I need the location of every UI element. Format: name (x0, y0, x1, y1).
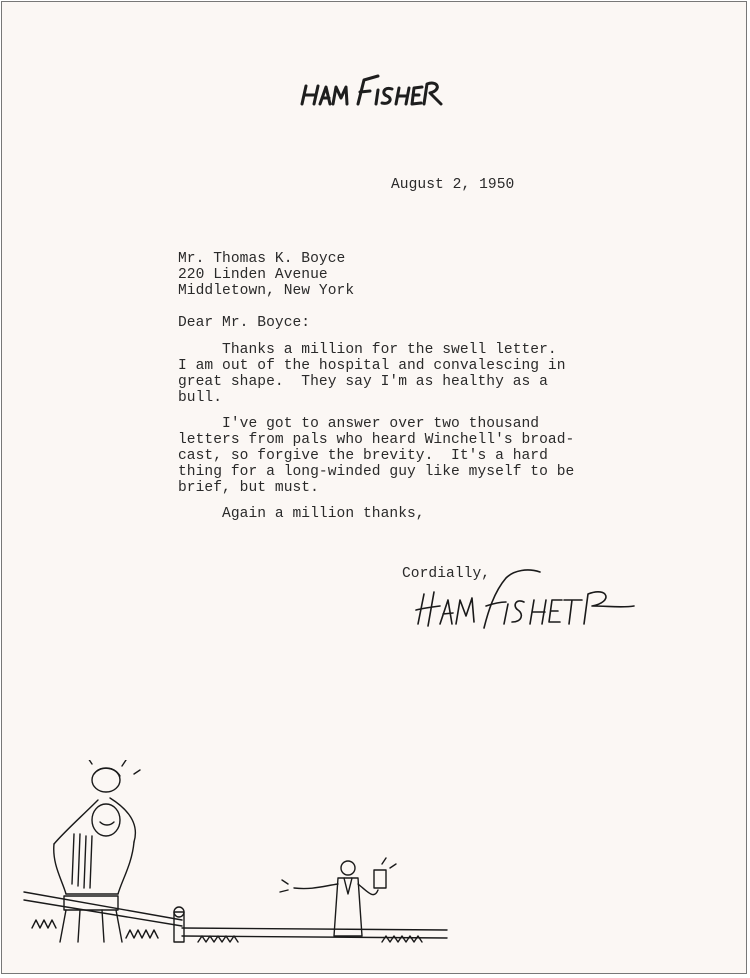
recipient-city: Middletown, New York (178, 283, 355, 299)
handwritten-signature (412, 562, 642, 634)
salutation: Dear Mr. Boyce: (178, 315, 311, 331)
paragraph-2-line: letters from pals who heard Winchell's broad- (178, 432, 575, 448)
paragraph-1-line: I am out of the hospital and convalescing in (178, 358, 566, 374)
paragraph-1-line: Thanks a million for the swell letter. (178, 342, 557, 358)
recipient-street: 220 Linden Avenue (178, 267, 328, 283)
valediction: Cordially, (402, 566, 491, 582)
ham-fisher-letterhead-logo (298, 70, 448, 110)
recipient-name: Mr. Thomas K. Boyce (178, 251, 346, 267)
closing-line: Again a million thanks, (178, 506, 425, 522)
paragraph-1-line: bull. (178, 390, 223, 406)
paragraph-2-line: brief, but must. (178, 480, 319, 496)
letter-date: August 2, 1950 (391, 177, 515, 193)
paragraph-2-line: thing for a long-winded guy like myself to be (178, 464, 575, 480)
letter-page (1, 1, 747, 974)
paragraph-2-line: I've got to answer over two thousand (178, 416, 540, 432)
paragraph-2-line: cast, so forgive the brevity. It's a hard (178, 448, 548, 464)
boxing-ring-illustration (22, 760, 452, 950)
paragraph-1-line: great shape. They say I'm as healthy as a (178, 374, 548, 390)
